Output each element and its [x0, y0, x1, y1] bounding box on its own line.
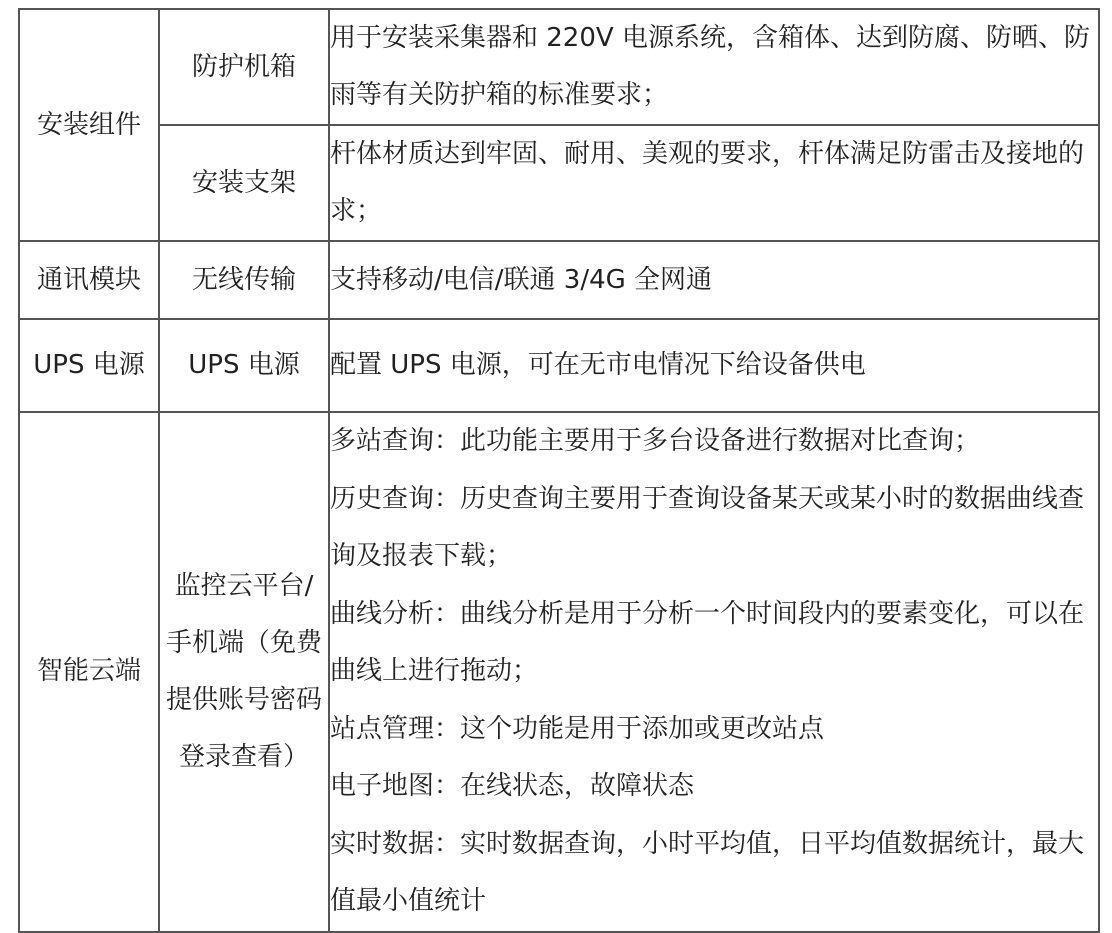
item-cell: 安装支架 — [159, 125, 329, 241]
table-row — [19, 241, 1099, 319]
description-line: 曲线分析：曲线分析是用于分析一个时间段内的要素变化，可以在曲线上进行拖动； — [330, 598, 1085, 686]
description-line: 历史查询：历史查询主要用于查询设备某天或某小时的数据曲线查询及报表下载； — [330, 483, 1085, 571]
table-row — [19, 9, 1099, 125]
description-cell — [329, 412, 1099, 932]
category-cell: 通讯模块 — [19, 241, 159, 319]
table-row — [19, 412, 1099, 932]
description-line: 电子地图：在线状态，故障状态 — [330, 771, 695, 801]
description-line: 多站查询：此功能主要用于多台设备进行数据对比查询； — [330, 426, 981, 456]
description-cell: 支持移动/电信/联通 3/4G 全网通 — [329, 241, 1099, 319]
spec-table — [18, 8, 1100, 933]
item-cell: 无线传输 — [159, 241, 329, 319]
item-cell: 防护机箱 — [159, 9, 329, 125]
item-cell: UPS 电源 — [159, 319, 329, 412]
description-line: 实时数据：实时数据查询，小时平均值，日平均值数据统计，最大值最小值统计 — [330, 828, 1085, 916]
description-cell — [329, 9, 1099, 125]
category-cell: 安装组件 — [19, 9, 159, 241]
description-line: 站点管理：这个功能是用于添加或更改站点 — [330, 713, 825, 744]
description-cell: 配置 UPS 电源，可在无市电情况下给设备供电 — [329, 319, 1099, 412]
category-cell: 智能云端 — [19, 412, 159, 932]
table-row — [19, 125, 1099, 241]
category-cell: UPS 电源 — [19, 319, 159, 412]
table-row — [19, 319, 1099, 412]
description-text: 用于安装采集器和 220V 电源系统，含箱体、达到防腐、防晒、防雨等有关防护箱的标准要求； — [330, 23, 1090, 110]
item-cell: 监控云平台/手机端（免费提供账号密码登录查看） — [159, 412, 329, 932]
description-cell — [329, 125, 1099, 241]
description-text: 杆体材质达到牢固、耐用、美观的要求，杆体满足防雷击及接地的求； — [330, 139, 1085, 226]
